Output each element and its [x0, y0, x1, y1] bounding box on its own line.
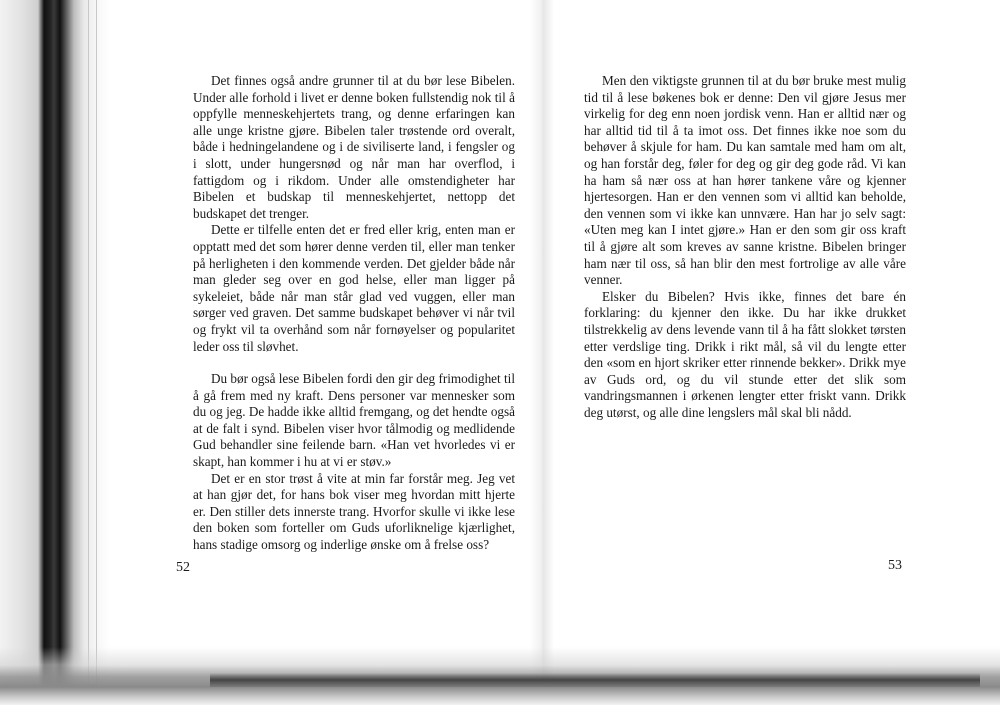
right-paragraph-1: Men den viktigste grunnen til at du bør bruke mest mulig tid til å lese bøkenes bok er denne: Den vil gjøre Jesus mer virkelig for deg enn noen jordisk venn. Han er alltid nær og har alltid tid til å ta imot oss. Det finnes ikke noe som du behøver å skjule for ham. Du kan samtale med ham om alt, og han forstår deg, føler for deg og gir deg gode råd. Vi kan ha ham så nær oss at han hører tankene våre og kjenner hjertesorgen. Han er den vennen som vi alltid kan beholde, den vennen som vi ikke kan unnvære. Han har jo selv sagt: «Uten meg kan I intet gjøre.» Han er den som gir oss kraft til å gjøre alt som kreves av sanne kristne. Bibelen bringer ham nær til oss, så han blir den mest fortrolige av alle våre venner.	[584, 73, 906, 288]
left-paragraph-2: Dette er tilfelle enten det er fred eller krig, enten man er opptatt med det som hører denne verden til, eller man tenker på herligheten i den kommende verden. Det gjelder både når man gleder seg over en god helse, eller man ligger på sykeleiet, både når man står glad ved vuggen, eller man sørger ved graven. Det samme budskapet behøver vi når tvil og frykt vil ta overhånd som når fornøyelser og popularitet leder oss til sløvhet.	[193, 222, 515, 354]
right-page-text	[584, 73, 906, 421]
left-paragraph-1: Det finnes også andre grunner til at du bør lese Bibelen. Under alle forhold i livet er denne boken fullstendig nok til å oppfylle menneskehjertets trang, og denne erfaringen kan alle unge kristne gjøre. Bibelen taler trøstende ord overalt, både i hedningelandene og i de siviliserte land, i fengsler og i slott, under hungersnød og når man har overflod, i fattigdom og i rikdom. Under alle omstendigheter har Bibelen et budskap til menneskehjertet, nettopp det budskapet det trenger.	[193, 73, 515, 221]
binding-edge-line	[96, 0, 97, 705]
center-gutter	[530, 0, 554, 705]
left-page-number: 52	[176, 560, 190, 575]
left-paragraph-3: Du bør også lese Bibelen fordi den gir deg frimodighet til å gå frem med ny kraft. Dens personer var mennesker som du og jeg. De hadde ikke alltid fremgang, og det hendte også at de falt i synd. Bibelen viser hvor tålmodig og medlidende Gud behandler sine feilende barn. «Han vet hvorledes vi er skapt, han kommer i hu at vi er støv.»	[193, 371, 515, 470]
right-paragraph-2: Elsker du Bibelen? Hvis ikke, finnes det bare én forklaring: du kjenner den ikke. Du har ikke drukket tilstrekkelig av dens levende vann til å ha fått slokket tørsten etter verdslige ting. Drikk i rikt mål, så vil du lengte etter den «som en hjort skriker etter rinnende bekker». Drikk mye av Guds ord, og du vil stunde etter det slik som vandringsmannen i ørkenen lengter etter friskt vann. Drikk deg utørst, og alle dine lengslers mål skal bli nådd.	[584, 288, 906, 420]
book-binding-shadow	[0, 0, 110, 705]
binding-edge-line	[88, 0, 89, 705]
page-bottom-dark-band	[210, 673, 980, 687]
left-page-text	[193, 73, 515, 554]
right-page-number: 53	[888, 558, 902, 573]
left-paragraph-4: Det er en stor trøst å vite at min far forstår meg. Jeg vet at han gjør det, for hans bok viser meg hvordan mitt hjerte er. Den stiller dets innerste trang. Hvorfor skulle vi ikke lese den boken som forteller om Guds uforliknelige kjærlighet, hans stadige omsorg og inderlige ønske om å frelse oss?	[193, 470, 515, 553]
